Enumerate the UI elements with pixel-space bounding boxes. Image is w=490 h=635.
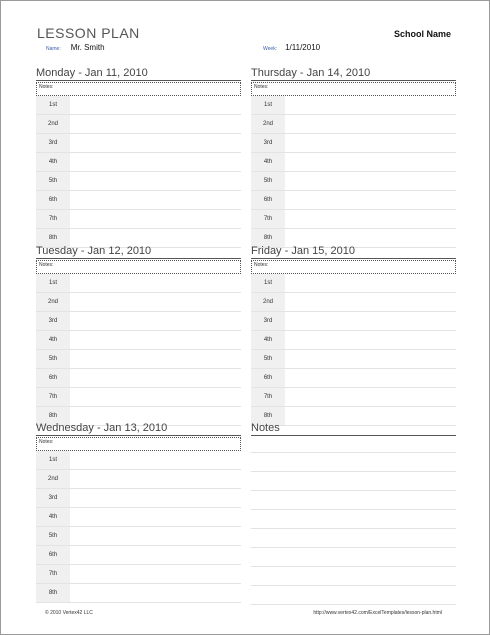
period-label: 5th [251, 350, 285, 368]
period-row[interactable] [36, 210, 241, 229]
period-label: 6th [36, 191, 70, 209]
period-entry[interactable] [70, 312, 241, 330]
period-entry[interactable] [70, 451, 241, 469]
notes-line[interactable] [251, 436, 456, 453]
period-row[interactable] [36, 191, 241, 210]
period-row[interactable] [251, 210, 456, 229]
period-entry[interactable] [285, 388, 456, 406]
day-block-tuesday [36, 245, 241, 426]
day-block-thursday [251, 67, 456, 248]
day-block-monday [36, 67, 241, 248]
day-notes-box[interactable] [251, 260, 456, 274]
period-row[interactable] [251, 388, 456, 407]
period-row[interactable] [36, 293, 241, 312]
period-entry[interactable] [285, 153, 456, 171]
period-row[interactable] [36, 489, 241, 508]
notes-section-title: Notes [251, 422, 456, 436]
period-row[interactable] [36, 388, 241, 407]
period-label: 6th [36, 546, 70, 564]
period-entry[interactable] [70, 274, 241, 292]
period-row[interactable] [251, 115, 456, 134]
page-title: LESSON PLAN [37, 25, 140, 41]
name-value[interactable]: Mr. Smith [70, 43, 105, 52]
notes-line[interactable] [251, 491, 456, 510]
period-row[interactable] [36, 153, 241, 172]
footer-copyright: © 2010 Vertex42 LLC [45, 610, 93, 616]
period-entry[interactable] [70, 172, 241, 190]
notes-line[interactable] [251, 586, 456, 605]
period-row[interactable] [36, 115, 241, 134]
period-label: 8th [251, 407, 285, 425]
period-entry[interactable] [70, 153, 241, 171]
notes-section [251, 422, 456, 605]
period-label: 6th [36, 369, 70, 387]
period-label: 4th [251, 153, 285, 171]
period-label: 7th [251, 210, 285, 228]
period-row[interactable] [251, 172, 456, 191]
period-row[interactable] [36, 274, 241, 293]
notes-line[interactable] [251, 510, 456, 529]
period-label: 2nd [36, 115, 70, 133]
period-label: 3rd [36, 134, 70, 152]
period-row[interactable] [251, 191, 456, 210]
notes-line[interactable] [251, 567, 456, 586]
period-entry[interactable] [70, 546, 241, 564]
period-row[interactable] [251, 331, 456, 350]
footer-url[interactable]: http://www.vertex42.com/ExcelTemplates/lesson-plan.html [313, 610, 442, 616]
day-notes-box[interactable] [36, 260, 241, 274]
period-entry[interactable] [285, 96, 456, 114]
period-label: 7th [251, 388, 285, 406]
notes-line[interactable] [251, 453, 456, 472]
period-label: 5th [36, 527, 70, 545]
period-label: 1st [251, 96, 285, 114]
period-row[interactable] [251, 134, 456, 153]
period-label: 8th [36, 584, 70, 602]
period-row[interactable] [36, 172, 241, 191]
period-row[interactable] [36, 451, 241, 470]
name-row [46, 43, 105, 52]
period-label: 1st [36, 451, 70, 469]
period-entry[interactable] [70, 293, 241, 311]
period-label: 2nd [251, 293, 285, 311]
period-label: 1st [251, 274, 285, 292]
period-label: 4th [36, 153, 70, 171]
period-row[interactable] [36, 546, 241, 565]
period-entry[interactable] [70, 508, 241, 526]
period-label: 2nd [251, 115, 285, 133]
period-entry[interactable] [70, 134, 241, 152]
day-notes-label: Notes: [254, 84, 269, 90]
period-label: 5th [36, 350, 70, 368]
period-entry[interactable] [70, 331, 241, 349]
period-label: 3rd [251, 312, 285, 330]
period-entry[interactable] [285, 331, 456, 349]
notes-lines[interactable] [251, 436, 456, 605]
day-title: Tuesday - Jan 12, 2010 [36, 245, 241, 259]
day-block-friday [251, 245, 456, 426]
period-row[interactable] [36, 527, 241, 546]
period-label: 7th [36, 210, 70, 228]
week-label: Week: [263, 46, 278, 52]
period-row[interactable] [36, 96, 241, 115]
period-row[interactable] [36, 134, 241, 153]
period-row[interactable] [36, 312, 241, 331]
period-row[interactable] [36, 350, 241, 369]
period-entry[interactable] [285, 274, 456, 292]
period-entry[interactable] [70, 565, 241, 583]
period-label: 8th [251, 229, 285, 247]
period-entry[interactable] [285, 115, 456, 133]
day-notes-label: Notes: [39, 439, 54, 445]
period-row[interactable] [36, 470, 241, 489]
period-entry[interactable] [70, 470, 241, 488]
period-label: 6th [251, 191, 285, 209]
period-entry[interactable] [70, 350, 241, 368]
period-entry[interactable] [70, 96, 241, 114]
period-label: 3rd [36, 489, 70, 507]
period-label: 5th [251, 172, 285, 190]
period-row[interactable] [36, 584, 241, 603]
period-row[interactable] [251, 350, 456, 369]
day-title: Friday - Jan 15, 2010 [251, 245, 456, 259]
week-value[interactable]: 1/11/2010 [285, 43, 321, 52]
period-entry[interactable] [70, 584, 241, 602]
period-entry[interactable] [285, 369, 456, 387]
period-row[interactable] [251, 96, 456, 115]
period-entry[interactable] [285, 191, 456, 209]
period-label: 6th [251, 369, 285, 387]
period-entry[interactable] [285, 210, 456, 228]
period-row[interactable] [251, 312, 456, 331]
period-label: 4th [36, 331, 70, 349]
period-label: 4th [36, 508, 70, 526]
day-notes-label: Notes: [39, 84, 54, 90]
period-entry[interactable] [285, 350, 456, 368]
period-row[interactable] [251, 369, 456, 388]
period-row[interactable] [251, 293, 456, 312]
day-notes-label: Notes: [39, 262, 54, 268]
period-label: 3rd [36, 312, 70, 330]
period-entry[interactable] [70, 191, 241, 209]
day-block-wednesday [36, 422, 241, 603]
notes-line[interactable] [251, 548, 456, 567]
period-row[interactable] [36, 331, 241, 350]
day-title: Thursday - Jan 14, 2010 [251, 67, 456, 81]
period-entry[interactable] [285, 293, 456, 311]
period-row[interactable] [36, 508, 241, 527]
period-label: 2nd [36, 293, 70, 311]
school-name[interactable]: School Name [393, 29, 451, 39]
day-notes-box[interactable] [36, 82, 241, 96]
period-entry[interactable] [285, 172, 456, 190]
period-label: 2nd [36, 470, 70, 488]
period-label: 4th [251, 331, 285, 349]
week-row [263, 43, 320, 52]
period-entry[interactable] [70, 115, 241, 133]
notes-line[interactable] [251, 529, 456, 548]
period-label: 5th [36, 172, 70, 190]
period-row[interactable] [251, 153, 456, 172]
period-row[interactable] [36, 369, 241, 388]
period-row[interactable] [36, 565, 241, 584]
day-notes-box[interactable] [36, 437, 241, 451]
day-notes-label: Notes: [254, 262, 269, 268]
period-label: 1st [36, 274, 70, 292]
period-entry[interactable] [70, 369, 241, 387]
name-label: Name: [46, 46, 61, 52]
period-label: 8th [36, 229, 70, 247]
day-notes-box[interactable] [251, 82, 456, 96]
period-entry[interactable] [70, 489, 241, 507]
period-label: 8th [36, 407, 70, 425]
period-label: 7th [36, 388, 70, 406]
notes-line[interactable] [251, 472, 456, 491]
period-row[interactable] [251, 274, 456, 293]
period-entry[interactable] [70, 527, 241, 545]
day-title: Wednesday - Jan 13, 2010 [36, 422, 241, 436]
period-label: 7th [36, 565, 70, 583]
period-entry[interactable] [285, 134, 456, 152]
period-entry[interactable] [70, 388, 241, 406]
period-entry[interactable] [285, 312, 456, 330]
period-label: 3rd [251, 134, 285, 152]
day-title: Monday - Jan 11, 2010 [36, 67, 241, 81]
period-label: 1st [36, 96, 70, 114]
period-entry[interactable] [70, 210, 241, 228]
